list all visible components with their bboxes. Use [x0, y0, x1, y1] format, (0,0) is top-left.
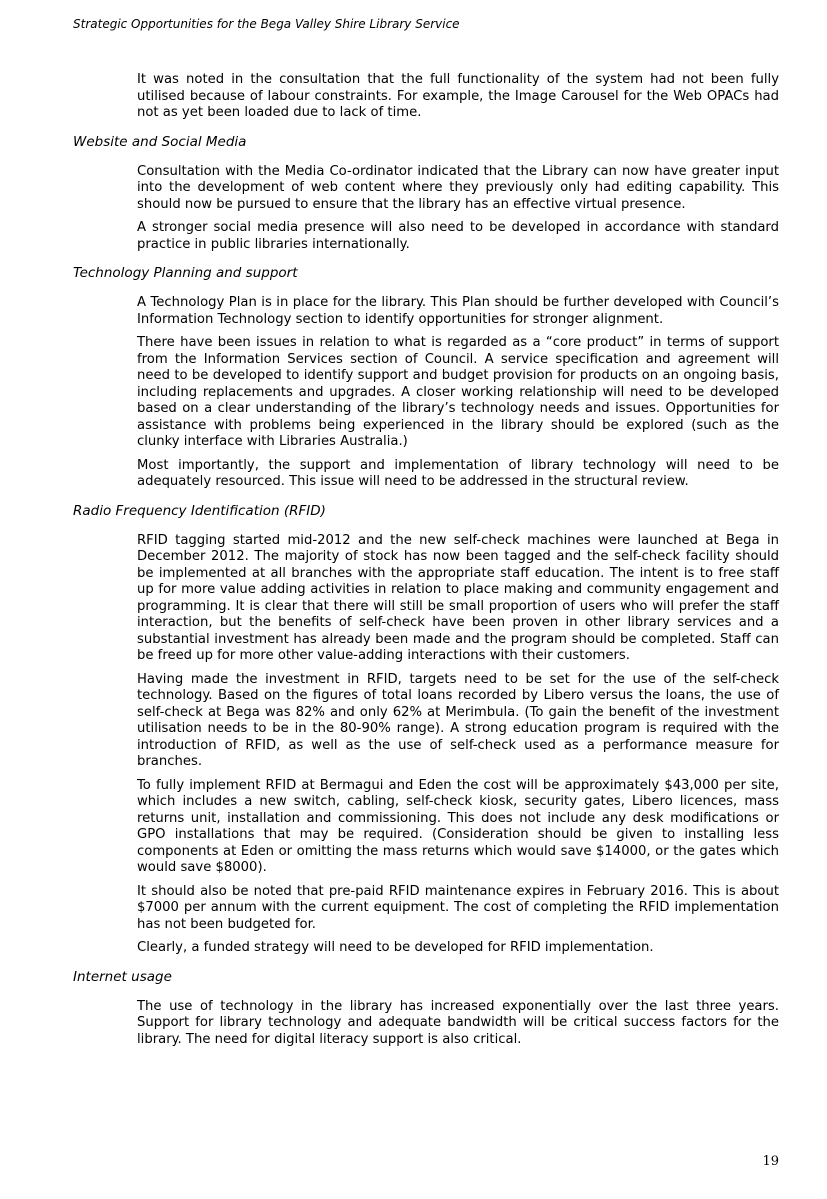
body-paragraph: Having made the investment in RFID, targets need to be set for the use of the self-check technology. Based on the figures of total loans recorded by Libero versus the loans, the use of self-check at Bega was 82% and only 62% at Merimbula. (To gain the benefit of the investment utilisation needs to be in the 80-90% range). A strong education program is required with the introduction of RFID, as well as the use of self-check used as a performance measure for branches. [137, 671, 779, 769]
running-header: Strategic Opportunities for the Bega Valley Shire Library Service [73, 17, 460, 31]
body-paragraph: It should also be noted that pre-paid RFID maintenance expires in February 2016. This is about $7000 per annum with the current equipment. The cost of completing the RFID implementation has not been budgeted for. [137, 883, 779, 932]
page-number: 19 [762, 1154, 779, 1169]
intro-paragraph: It was noted in the consultation that the full functionality of the system had not been fully utilised because of labour constraints. For example, the Image Carousel for the Web OPACs had not as yet been loaded due to lack of time. [137, 72, 779, 120]
section-heading: Technology Planning and support [73, 265, 298, 281]
body-paragraph: Most importantly, the support and implementation of library technology will need to be adequately resourced. This issue will need to be addressed in the structural review. [137, 457, 779, 489]
body-paragraph: There have been issues in relation to what is regarded as a “core product” in terms of support from the Information Services section of Council. A service specification and agreement will need to be developed to identify support and budget provision for products on an ongoing basis, including replacements and upgrades. A closer working relationship will need to be developed based on a clear understanding of the library’s technology needs and issues. Opportunities for assistance with problems being experienced in the library should be explored (such as the clunky interface with Libraries Australia.) [137, 335, 779, 449]
section-website-social-media [73, 134, 779, 254]
section-heading: Website and Social Media [73, 133, 247, 150]
body-paragraph: Consultation with the Media Co-ordinator indicated that the Library can now have greater input into the development of web content where they previously only had editing capability. This should now be pursued to ensure that the library has an effective virtual presence. [137, 163, 779, 212]
section-heading: Radio Frequency Identification (RFID) [73, 502, 326, 519]
section-heading: Internet usage [73, 968, 172, 985]
body-paragraph: Clearly, a funded strategy will need to be developed for RFID implementation. [137, 940, 654, 955]
body-paragraph: RFID tagging started mid-2012 and the new self-check machines were launched at Bega in December 2012. The majority of stock has now been tagged and the self-check facility should be implemented at all branches with the appropriate staff education. The intent is to free staff up for more value adding activities in relation to place making and community engagement and programming. It is clear that there will still be small proportion of users who will prefer the staff interaction, but the benefits of self-check have been proven in other library services and a substantial investment has already been made and the program should be completed. Staff can be freed up for more other value-adding interactions with their customers. [137, 532, 779, 663]
document-body [73, 72, 779, 1055]
body-paragraph: The use of technology in the library has increased exponentially over the last three years. Support for library technology and adequate bandwidth will be critical success factors for the library. The need for digital literacy support is also critical. [137, 998, 779, 1047]
body-paragraph: A stronger social media presence will also need to be developed in accordance with standard practice in public libraries internationally. [137, 220, 779, 252]
section-rfid [73, 503, 779, 957]
section-technology-planning [73, 265, 779, 491]
body-paragraph: To fully implement RFID at Bermagui and Eden the cost will be approximately $43,000 per site, which includes a new switch, cabling, self-check kiosk, security gates, Libero licences, mass returns unit, installation and commissioning. This does not include any desk modifications or GPO installations that may be required. (Consideration should be given to installing less components at Eden or omitting the mass returns which would save $14000, or the gates which would save $8000). [137, 777, 779, 875]
section-internet-usage [73, 969, 779, 1049]
body-paragraph: A Technology Plan is in place for the library. This Plan should be further developed with Council’s Information Technology section to identify opportunities for stronger alignment. [137, 295, 779, 327]
